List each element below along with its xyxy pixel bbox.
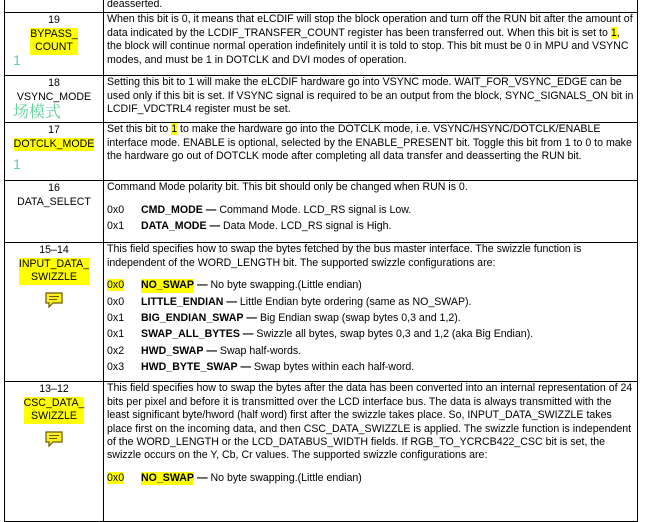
comment-note-icon[interactable] [44,430,64,448]
description-cell [104,382,638,522]
bit-range: 13–12 [39,383,69,396]
bitfield-table [4,0,638,522]
description-text: , the block will continue normal operation indefinitely until it is told to stop. This bit must be 0 in MPU and VSYNC modes, and must be 1 in DOTCLK and DVI modes of operation. [107,26,629,66]
enum-option: 0x1 DATA_MODE — Data Mode. LCD_RS signal is High. [107,220,392,233]
highlighted-value: 1 [610,26,617,39]
description-text: deasserted. [107,0,163,10]
enum-option: 0x2 HWD_SWAP — Swap half-words. [107,344,302,357]
description-cell [104,181,638,243]
field-cell [5,76,104,123]
description-cell [104,243,638,382]
table-row [5,0,638,13]
enum-option: 0x3 HWD_BYTE_SWAP — Swap bytes within each half-word. [107,361,415,374]
handwritten-annotation: 场模式 [13,102,62,122]
field-name: CSC_DATA_ SWIZZLE [23,396,85,423]
description-text: Setting this bit to 1 will make the eLCDIF hardware go into VSYNC mode. WAIT_FOR_VSYNC_EDGE can be used only if this bit is set. If VSYNC signal is required to be an output from the block, SYNC_SIGNALS_ON bit in LCDIF_VDCTRL4 register must be set. [107,76,634,116]
highlighted-value: 1 [171,123,178,136]
comment-note-icon[interactable] [44,291,64,309]
field-name: DATA_SELECT [17,195,91,208]
description-text: Set this bit to [107,123,172,136]
description-text: Command Mode polarity bit. This bit should only be changed when RUN is 0. [107,181,468,194]
description-text: When this bit is 0, it means that eLCDIF will stop the block operation and turn off the RUN bit after the amount of data indicated by the LCDIF_TRANSFER_COUNT register has been transferred out. When this bit is set to [107,13,633,39]
field-name: BYPASS_ COUNT [30,27,78,54]
field-name: VSYNC_MODE [16,90,92,103]
table-row [5,181,638,243]
bit-range: 17 [48,124,60,137]
bit-range: 16 [48,182,60,195]
bit-range: 18 [48,77,60,90]
description-cell [104,0,638,13]
bit-range: 15–14 [39,244,69,257]
table-row [5,123,638,181]
handwritten-annotation: 1 [13,52,21,69]
field-cell [5,382,104,522]
field-cell [5,0,104,13]
field-name: DOTCLK_MODE [13,137,95,150]
description-cell [104,76,638,123]
field-cell [5,13,104,76]
description-text: to make the hardware go into the DOTCLK mode, i.e. VSYNC/HSYNC/DOTCLK/ENABLE interface mode. ENABLE is optional, selected by the ENABLE_PRESENT bit. Toggle this bit from 1 to 0 to make the hardware go out of DOTCLK mode after completing all data transfer and deasserting the RUN bit. [107,123,632,163]
description-cell [104,13,638,76]
field-cell [5,243,104,382]
table-row [5,13,638,76]
enum-option: 0x0 LITTLE_ENDIAN — Little Endian byte ordering (same as NO_SWAP). [107,295,472,308]
enum-option: 0x1 SWAP_ALL_BYTES — Swizzle all bytes, swap bytes 0,3 and 1,2 (aka Big Endian). [107,328,534,341]
description-text: This field specifies how to swap the bytes after the data has been converted into an internal representation of 24 bits per pixel and before it is transmitted over the LCD interface bus. The data is always transmitted with the least significant byte/hword (half word) first after the swizzle takes place. So, INPUT_DATA_SWIZZLE takes place first on the incoming data, and then CSC_DATA_SWIZZLE is applied. The swizzle function is independent of the WORD_LENGTH or the LCD_DATABUS_WIDTH fields. If RGB_TO_YCRCB422_CSC bit is set, the swizzle occurs on the Y, Cb, Cr values. The supported swizzle configurations are: [107,382,633,462]
description-text: This field specifies how to swap the bytes fetched by the bus master interface. The swizzle function is independent of the WORD_LENGTH bit. The supported swizzle configurations are: [107,243,582,269]
field-cell [5,123,104,181]
table-row [5,76,638,123]
table-row [5,382,638,522]
enum-option: 0x1 BIG_ENDIAN_SWAP — Big Endian swap (swap bytes 0,3 and 1,2). [107,312,461,325]
enum-option: 0x0 NO_SWAP — No byte swapping.(Little endian) [107,279,362,292]
enum-option: 0x0 NO_SWAP — No byte swapping.(Little endian) [107,471,362,484]
field-name: INPUT_DATA_ SWIZZLE [18,257,90,284]
description-cell [104,123,638,181]
bit-range: 19 [48,14,60,27]
table-row [5,243,638,382]
enum-option: 0x0 CMD_MODE — Command Mode. LCD_RS signal is Low. [107,203,412,216]
field-cell [5,181,104,243]
handwritten-annotation: 1 [13,156,21,173]
